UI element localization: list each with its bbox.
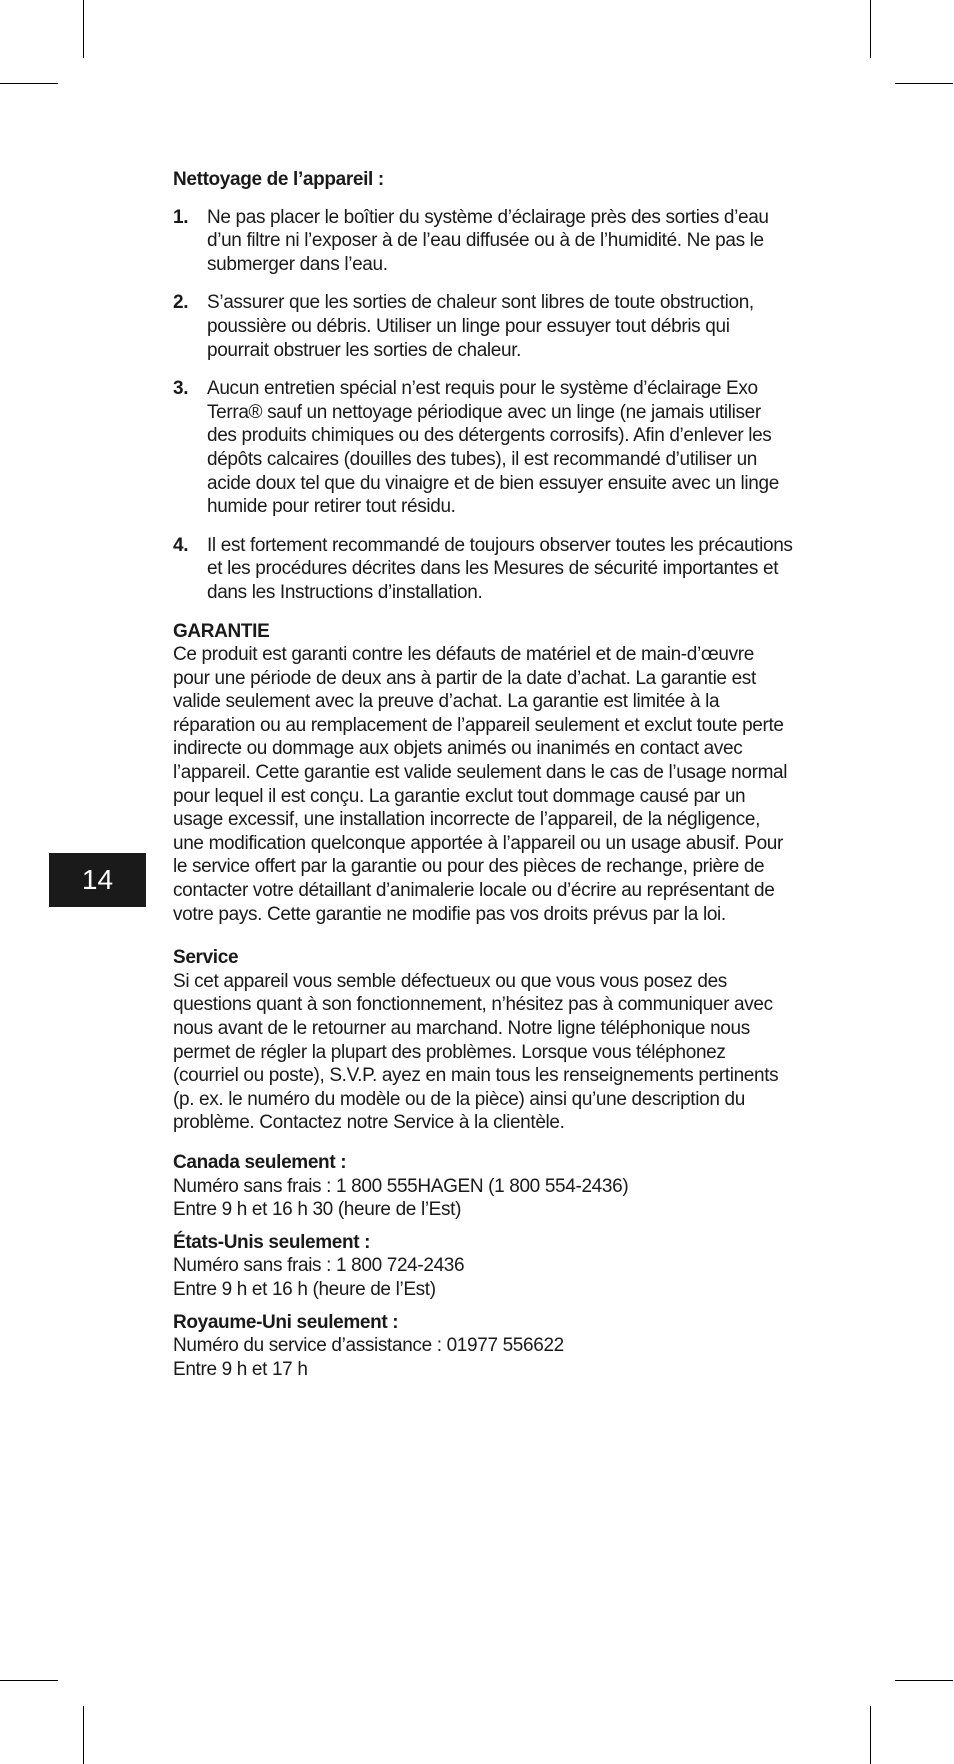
- list-item-text: Il est fortement recommandé de toujours observer toutes les précautions et les procédures décrites dans les Mesures de sécurité importantes et dans les Instructions d’installation.: [207, 534, 793, 603]
- crop-mark-bottom-right-vertical: [870, 1706, 871, 1764]
- cleaning-steps-list: [173, 206, 793, 605]
- list-item-number: 2.: [173, 292, 189, 314]
- list-item-number: 3.: [173, 378, 189, 400]
- service-title: Service: [173, 947, 239, 969]
- service-body: Si cet appareil vous semble défectueux ou que vous vous posez des questions quant à son fonctionnement, n’hésitez pas à communiquer avec nous avant de le retourner au marchand. Notre ligne téléphonique nous permet de régler la plupart des problèmes. Lorsque vous téléphonez (courriel ou poste), S.V.P. ayez en main tous les renseignements pertinents (p. ex. le numéro du modèle ou de la pièce) ainsi qu’une description du problème. Contactez notre Service à la clientèle.: [173, 970, 779, 1134]
- page-number-tab: 14: [49, 853, 146, 907]
- warranty-body: Ce produit est garanti contre les défauts de matériel et de main-d’œuvre pour une période de deux ans à partir de la date d’achat. La garantie est valide seulement avec la preuve d’achat. La garantie est limitée à la réparation ou au remplacement de l’appareil seulement et exclut toute perte indirecte ou dommage aux objets animés ou inanimés en contact avec l’appareil. Cette garantie est valide seulement dans le cas de l’usage normal pour lequel il est conçu. La garantie exclut tout dommage causé par un usage excessif, une installation incorrecte de l’appareil, de la négligence, une modification quelconque apportée à l’appareil ou un usage abusif. Pour le service offert par la garantie ou pour des pièces de rechange, prière de contacter votre détaillant d’animalerie locale ou d’écrire au représentant de votre pays. Cette garantie ne modifie pas vos droits prévus par la loi.: [173, 644, 788, 925]
- contact-phone: Numéro sans frais : 1 800 555HAGEN (1 800 554-2436): [173, 1175, 629, 1197]
- list-item: [173, 377, 793, 519]
- list-item-text: S’assurer que les sorties de chaleur sont libres de toute obstruction, poussière ou débris. Utiliser un linge pour essuyer tout débris qui pourrait obstruer les sorties de chaleur.: [207, 292, 754, 361]
- contact-title: Canada seulement :: [173, 1151, 347, 1173]
- warranty-title: GARANTIE: [173, 620, 270, 642]
- crop-mark-top-right-vertical: [870, 0, 871, 58]
- crop-mark-bottom-left-vertical: [83, 1706, 84, 1764]
- list-item: [173, 291, 793, 362]
- contact-hours: Entre 9 h et 17 h: [173, 1358, 308, 1380]
- contact-hours: Entre 9 h et 16 h 30 (heure de l’Est): [173, 1199, 462, 1221]
- crop-mark-top-right-horizontal: [895, 83, 953, 84]
- contact-phone: Numéro du service d’assistance : 01977 556622: [173, 1335, 564, 1357]
- contact-canada: [173, 1151, 793, 1222]
- crop-mark-top-left-vertical: [83, 0, 84, 58]
- contact-phone: Numéro sans frais : 1 800 724-2436: [173, 1255, 465, 1277]
- contact-title: Royaume-Uni seulement :: [173, 1311, 399, 1333]
- list-item: [173, 534, 793, 605]
- crop-mark-bottom-left-horizontal: [0, 1680, 58, 1681]
- contact-usa: [173, 1231, 793, 1302]
- crop-mark-top-left-horizontal: [0, 83, 58, 84]
- crop-mark-bottom-right-horizontal: [895, 1680, 953, 1681]
- document-body: [173, 168, 793, 1381]
- cleaning-title: Nettoyage de l’appareil :: [173, 169, 384, 190]
- list-item-number: 1.: [173, 206, 189, 228]
- contact-hours: Entre 9 h et 16 h (heure de l’Est): [173, 1278, 436, 1300]
- service-section: [173, 946, 793, 1135]
- warranty-section: [173, 620, 793, 927]
- list-item-text: Ne pas placer le boîtier du système d’éclairage près des sorties d’eau d’un filtre ni l’exposer à de l’eau diffusée ou à de l’humidité. Ne pas le submerger dans l’eau.: [207, 206, 769, 275]
- list-item: [173, 206, 793, 277]
- contact-uk: [173, 1311, 793, 1382]
- list-item-number: 4.: [173, 534, 189, 556]
- contact-title: États-Unis seulement :: [173, 1231, 371, 1253]
- list-item-text: Aucun entretien spécial n’est requis pour le système d’éclairage Exo Terra® sauf un nettoyage périodique avec un linge (ne jamais utiliser des produits chimiques ou des détergents corrosifs). Afin d’enlever les dépôts calcaires (douilles des tubes), il est recommandé d’utiliser un acide doux tel que du vinaigre et de bien essuyer ensuite avec un linge humide pour retirer tout résidu.: [207, 378, 779, 518]
